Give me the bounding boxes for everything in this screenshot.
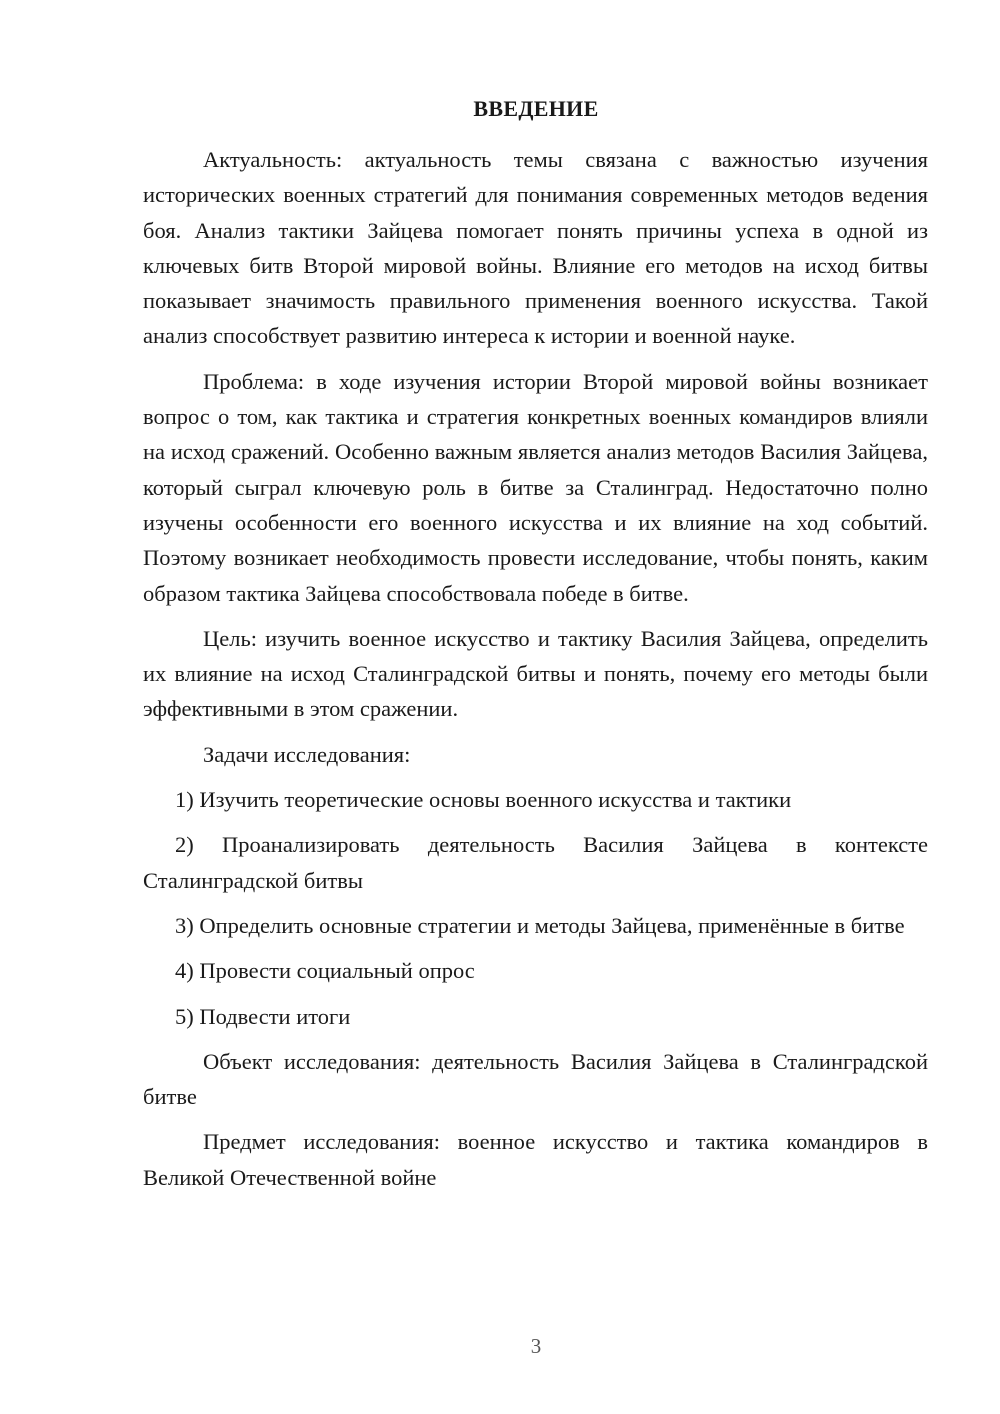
task-item-5: 5) Подвести итоги bbox=[175, 1003, 351, 1029]
task-item-3: 3) Определить основные стратегии и методы Зайцева, применённые в битве bbox=[175, 912, 905, 938]
page-title: ВВЕДЕНИЕ bbox=[473, 96, 599, 121]
relevance-paragraph: Актуальность: актуальность темы связана с важностью изучения исторических военных стратегий для понимания современных методов ведения боя. Анализ тактики Зайцева помогает понять причины успеха в одной из ключевых битв Второй мировой войны. Влияние его методов на исход битвы показывает значимость правильного применения военного искусства. Такой анализ способствует развитию интереса к истории и военной науке. bbox=[143, 147, 928, 349]
research-subject-paragraph: Предмет исследования: военное искусство и тактика командиров в Великой Отечественной войне bbox=[143, 1129, 928, 1190]
page-number: 3 bbox=[530, 1334, 542, 1358]
task-item-2: 2) Проанализировать деятельность Василия Зайцева в контексте Сталинградской битвы bbox=[143, 832, 928, 893]
document-body bbox=[143, 142, 928, 1205]
task-item-1: 1) Изучить теоретические основы военного искусства и тактики bbox=[175, 787, 792, 813]
research-object-paragraph: Объект исследования: деятельность Василия Зайцева в Сталинградской битве bbox=[143, 1048, 928, 1110]
tasks-heading: Задачи исследования: bbox=[203, 741, 411, 767]
problem-paragraph: Проблема: в ходе изучения истории Второй мировой войны возникает вопрос о том, как тактика и стратегия конкретных военных командиров влияли на исход сражений. Особенно важным является анализ методов Василия Зайцева, который сыграл ключевую роль в битве за Сталинград. Недостаточно полно изучены особенности его военного искусства и их влияние на ход событий. Поэтому возникает необходимость провести исследование, чтобы понять, каким образом тактика Зайцева способствовала победе в битве. bbox=[143, 368, 928, 606]
task-item-4: 4) Провести социальный опрос bbox=[175, 958, 475, 984]
goal-paragraph: Цель: изучить военное искусство и тактику Василия Зайцева, определить их влияние на исход Сталинградской битвы и понять, почему его методы были эффективными в этом сражении. bbox=[143, 625, 928, 722]
